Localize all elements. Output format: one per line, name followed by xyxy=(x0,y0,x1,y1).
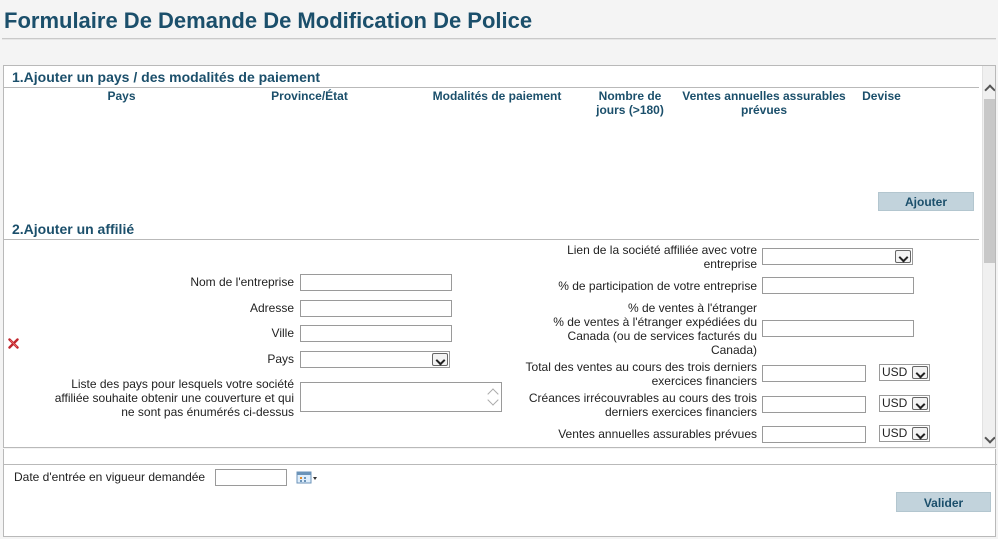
delete-icon[interactable] xyxy=(8,338,19,349)
page-title: Formulaire De Demande De Modification De Police xyxy=(4,8,533,33)
chevron-down-icon xyxy=(432,353,448,366)
form-scroll-panel[interactable] xyxy=(3,65,996,448)
foreign-shipped-label: % de ventes à l'étranger expédiées du Canada (ou de services facturés du Canada) xyxy=(553,315,757,357)
footer-panel xyxy=(3,449,996,537)
chevron-down-icon xyxy=(912,397,928,410)
foreign-sales-label: % de ventes à l'étranger xyxy=(627,301,757,315)
relation-select[interactable] xyxy=(762,248,913,265)
column-header-annual-sales: Ventes annuelles assurables prévues xyxy=(682,89,846,117)
section2-title: 2.Ajouter un affilié xyxy=(12,221,135,237)
footer-divider xyxy=(4,464,997,465)
total-sales-input[interactable] xyxy=(762,365,866,382)
foreign-shipped-input[interactable] xyxy=(762,320,914,337)
effective-date-label: Date d'entrée en vigueur demandée xyxy=(14,470,206,484)
section1-title: 1.Ajouter un pays / des modalités de paiement xyxy=(12,69,321,85)
other-countries-textarea[interactable] xyxy=(300,382,502,412)
participation-input[interactable] xyxy=(762,277,914,294)
bad-debts-currency-value: USD xyxy=(882,396,908,410)
total-sales-label: Total des ventes au cours des trois derniers exercices financiers xyxy=(525,360,757,388)
add-country-button[interactable]: Ajouter xyxy=(878,192,974,211)
submit-button[interactable]: Valider xyxy=(896,492,991,512)
company-name-label: Nom de l'entreprise xyxy=(190,275,294,289)
scroll-down-icon[interactable] xyxy=(984,432,995,443)
column-header-country: Pays xyxy=(107,89,136,103)
annual-sales-input[interactable] xyxy=(762,426,866,443)
total-sales-currency-value: USD xyxy=(882,365,908,379)
vertical-scrollbar[interactable] xyxy=(982,66,996,447)
country-select[interactable] xyxy=(300,351,450,368)
bad-debts-label: Créances irrécouvrables au cours des trois derniers exercices financiers xyxy=(528,391,757,419)
total-sales-currency-select[interactable] xyxy=(879,364,930,381)
company-name-input[interactable] xyxy=(300,274,452,291)
section2-divider xyxy=(4,239,979,240)
title-divider xyxy=(2,38,996,40)
chevron-down-icon xyxy=(895,250,911,263)
country-label: Pays xyxy=(267,352,294,366)
relation-label: Lien de la société affiliée avec votre entreprise xyxy=(567,243,757,271)
column-header-province: Province/État xyxy=(271,89,348,103)
bad-debts-currency-select[interactable] xyxy=(879,395,930,412)
column-header-days: Nombre de jours (>180) xyxy=(596,89,664,117)
scrollbar-thumb[interactable] xyxy=(984,99,996,263)
address-input[interactable] xyxy=(300,300,452,317)
chevron-down-icon xyxy=(912,427,928,440)
chevron-down-icon xyxy=(912,366,928,379)
participation-label: % de participation de votre entreprise xyxy=(558,279,757,293)
other-countries-label: Liste des pays pour lesquels votre société affiliée souhaite obtenir une couverture et qui ne sont pas énumérés ci-dessus xyxy=(54,377,294,419)
effective-date-input[interactable] xyxy=(215,469,287,486)
bad-debts-input[interactable] xyxy=(762,396,866,413)
annual-sales-label: Ventes annuelles assurables prévues xyxy=(558,427,757,441)
calendar-icon[interactable] xyxy=(296,471,318,485)
address-label: Adresse xyxy=(249,301,294,315)
column-header-payment-terms: Modalités de paiement xyxy=(432,89,562,103)
annual-sales-currency-value: USD xyxy=(882,426,908,440)
column-header-currency: Devise xyxy=(862,89,901,103)
city-label: Ville xyxy=(271,326,294,340)
city-input[interactable] xyxy=(300,325,452,342)
section1-divider xyxy=(4,87,979,88)
scroll-up-icon[interactable] xyxy=(984,84,995,95)
annual-sales-currency-select[interactable] xyxy=(879,425,930,442)
